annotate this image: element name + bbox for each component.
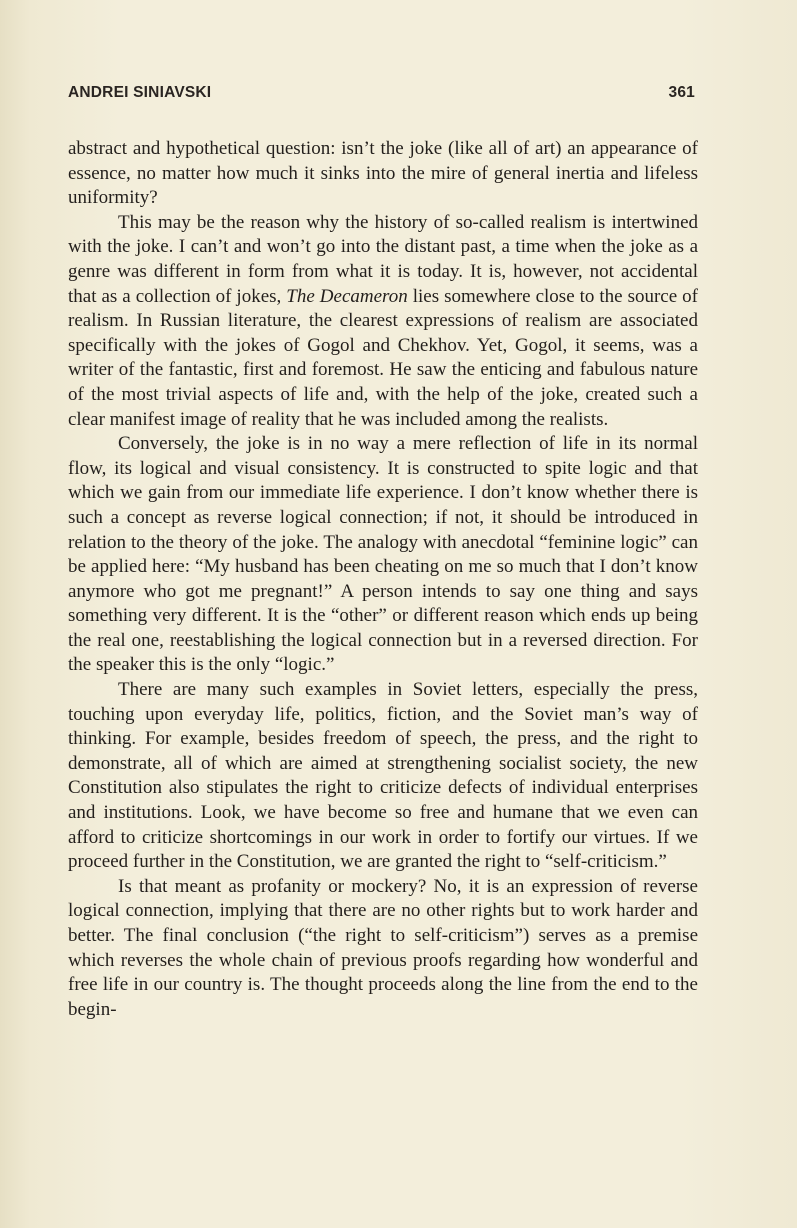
paragraph-1: abstract and hypothetical question: isn’t the joke (like all of art) an appearance of essence, no matter how much it sinks into the mire of general inertia and lifeless uniformity? bbox=[68, 138, 698, 209]
running-head bbox=[68, 84, 695, 106]
paragraph-4: There are many such examples in Soviet letters, especially the press, touching upon everyday life, politics, fiction, and the Soviet man’s way of thinking. For example, besides freedom of speech, the press, and the right to demonstrate, all of which are aimed at strengthening socialist society, the new Constitution also stipulates the right to criticize defects of individual enterprises and institutions. Look, we have become so free and humane that we even can afford to criticize shortcomings in our work in order to fortify our virtues. If we proceed further in the Constitution, we are granted the right to “self-criticism.” bbox=[68, 679, 698, 873]
body-text bbox=[68, 137, 698, 1022]
page-number: 361 bbox=[668, 84, 695, 101]
paragraph-2 bbox=[68, 211, 698, 432]
running-head-author: ANDREI SINIAVSKI bbox=[68, 84, 212, 101]
paragraph-2-after: lies somewhere close to the source of realism. In Russian literature, the clearest expressions of realism are associated specifically with the jokes of Gogol and Chekhov. Yet, Gogol, it seems, was a writer of the fantastic, first and foremost. He saw the enticing and fabulous nature of the most trivial aspects of life and, with the help of the joke, created such a clear manifest image of reality that he was included among the realists. bbox=[68, 285, 698, 430]
book-title-decameron: The Decameron bbox=[286, 285, 408, 307]
paragraph-5: Is that meant as profanity or mockery? No, it is an expression of reverse logical connection, implying that there are no other rights but to work harder and better. The final conclusion (“the right to self-criticism”) serves as a premise which reverses the whole chain of previous proofs regarding how wonderful and free life in our country is. The thought proceeds along the line from the end to the begin- bbox=[68, 875, 698, 1020]
paragraph-3: Conversely, the joke is in no way a mere reflection of life in its normal flow, its logical and visual consistency. It is constructed to spite logic and that which we gain from our immediate life experience. I don’t know whether there is such a concept as reverse logical connection; if not, it should be introduced in relation to the theory of the joke. The analogy with anecdotal “feminine logic” can be applied here: “My husband has been cheating on me so much that I don’t know anymore who got me pregnant!” A person intends to say one thing and says something very different. It is the “other” or different reason which ends up being the real one, reestablishing the logical connection but in a reversed direction. For the speaker this is the only “logic.” bbox=[68, 433, 698, 676]
paragraph-2-before: This may be the reason why the history of so-called realism is intertwined with the joke. I can’t and won’t go into the distant past, a time when the joke as a genre was different in form from what it is today. It is, however, not accidental that as a collection of jokes, bbox=[68, 211, 698, 307]
